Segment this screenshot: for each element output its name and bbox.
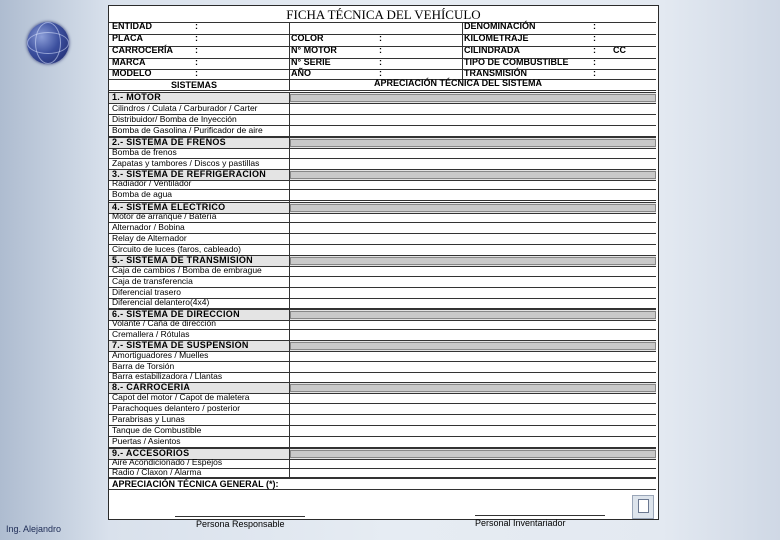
system-item: Bomba de agua (112, 189, 173, 199)
field-colon: : (593, 45, 596, 55)
field-colon: : (195, 33, 198, 43)
system-item: Diferencial trasero (112, 287, 181, 297)
section-header-cell (290, 311, 656, 319)
field-colon: : (593, 33, 596, 43)
sistemas-header: SISTEMAS (171, 80, 218, 90)
system-item: Caja de cambios / Bomba de embrague (112, 265, 262, 275)
field-label-middle: N° SERIE (291, 57, 331, 67)
section-title: 6.- SISTEMA DE DIRECCION (112, 309, 240, 319)
system-item: Amortiguadores / Muelles (112, 350, 209, 360)
system-item: Parabrisas y Lunas (112, 414, 185, 424)
field-colon: : (195, 21, 198, 31)
section-title: 1.- MOTOR (112, 92, 162, 102)
item-row-line (109, 189, 656, 190)
field-label-middle: AÑO (291, 68, 311, 78)
sheet-title: FICHA TÉCNICA DEL VEHÍCULO (286, 7, 481, 22)
system-item: Relay de Alternador (112, 233, 187, 243)
section-header-cell (290, 257, 656, 265)
signature-inventariador: Personal Inventariador (475, 518, 566, 528)
field-label-left: CARROCERÍA (112, 45, 174, 55)
system-item: Cilindros / Culata / Carburador / Carter (112, 103, 258, 113)
field-colon: : (379, 68, 382, 78)
signature-responsable: Persona Responsable (196, 519, 285, 529)
section-header-cell (290, 171, 656, 179)
field-colon: : (379, 45, 382, 55)
field-colon: : (379, 33, 382, 43)
vehicle-sheet (108, 5, 659, 529)
field-label-left: ENTIDAD (112, 21, 152, 31)
system-item: Aire Acondicionado / Espejos (112, 457, 223, 467)
system-item: Zapatas y tambores / Discos y pastillas (112, 158, 260, 168)
system-item: Volante / Caña de dirección (112, 318, 216, 328)
field-label-middle: COLOR (291, 33, 324, 43)
system-item: Radio / Claxon / Alarma (112, 467, 202, 477)
field-label-right: DENOMINACIÓN (464, 21, 536, 31)
system-item: Parachoques delantero / posterior (112, 403, 241, 413)
section-title: 8.- CARROCERIA (112, 382, 191, 392)
field-col-divider (289, 23, 290, 91)
item-row-line (109, 329, 656, 330)
header-bottom-line (109, 90, 656, 91)
section-title: 3.- SISTEMA DE REFRIGERACION (112, 169, 267, 179)
field-colon: : (379, 57, 382, 67)
author-label: Ing. Alejandro (6, 524, 62, 534)
system-item: Puertas / Asientos (112, 436, 181, 446)
system-item: Circuito de luces (faros, cableado) (112, 244, 241, 254)
field-row-line (109, 58, 656, 59)
field-label-right: KILOMETRAJE (464, 33, 529, 43)
section-header-cell (290, 384, 656, 392)
globe-logo (27, 22, 69, 64)
field-label-left: PLACA (112, 33, 143, 43)
field-label-right: CILINDRADA (464, 45, 520, 55)
field-colon: : (195, 45, 198, 55)
title-divider (109, 22, 656, 23)
section-title: 5.- SISTEMA DE TRANSMISION (112, 255, 253, 265)
section-header-row (109, 137, 656, 149)
section-title: 2.- SISTEMA DE FRENOS (112, 137, 226, 147)
field-label-middle: N° MOTOR (291, 45, 337, 55)
system-item: Tanque de Combustible (112, 425, 202, 435)
system-item: Caja de transferencia (112, 276, 193, 286)
section-header-cell (290, 450, 656, 458)
field-colon: : (593, 21, 596, 31)
section-header-cell (290, 139, 656, 147)
item-row-line (109, 436, 656, 437)
system-item: Barra de Torsión (112, 361, 175, 371)
system-item: Bomba de Gasolina / Purificador de aire (112, 125, 263, 135)
section-title: 4.- SISTEMA ELECTRICO (112, 202, 226, 212)
item-row-line (109, 414, 656, 415)
section-title: 9.- ACCESORIOS (112, 448, 190, 458)
system-item: Bomba de frenos (112, 147, 177, 157)
item-row-line (109, 361, 656, 362)
general-appraisal-label: APRECIACIÓN TÉCNICA GENERAL (*): (112, 479, 279, 489)
cc-unit-label: CC (613, 45, 626, 55)
field-label-right: TIPO DE COMBUSTIBLE (464, 57, 569, 67)
section-header-cell (290, 94, 656, 102)
item-row-line (109, 200, 656, 201)
document-icon[interactable] (632, 495, 654, 519)
item-row-line (109, 287, 656, 288)
field-row-line (109, 69, 656, 70)
systems-bottom-line (109, 477, 656, 478)
system-item: Barra estabilizadora / Llantas (112, 371, 223, 381)
system-item: Distribuidor/ Bomba de Inyección (112, 114, 237, 124)
section-header-cell (290, 342, 656, 350)
apreciacion-header: APRECIACIÓN TÉCNICA DEL SISTEMA (374, 78, 543, 88)
field-colon: : (593, 68, 596, 78)
system-item: Alternador / Bobina (112, 222, 185, 232)
system-item: Motor de arranque / Batería (112, 211, 217, 221)
item-row-line (109, 222, 656, 223)
field-label-left: MODELO (112, 68, 152, 78)
signature-line-responsable (175, 516, 305, 517)
field-row-line (109, 34, 656, 35)
system-item: Capot del motor / Capot de maletera (112, 392, 250, 402)
signature-line-inventariador (475, 515, 605, 516)
section-header-cell (290, 204, 656, 212)
field-col-divider (462, 23, 463, 79)
field-colon: : (593, 57, 596, 67)
field-label-right: TRANSMISIÓN (464, 68, 527, 78)
section-title: 7.- SISTEMA DE SUSPENSION (112, 340, 249, 350)
system-item: Radiador / Ventilador (112, 178, 192, 188)
field-colon: : (195, 57, 198, 67)
systems-col-divider (289, 92, 290, 477)
field-label-left: MARCA (112, 57, 146, 67)
system-item: Cremallera / Rótulas (112, 329, 190, 339)
field-row-line (109, 46, 656, 47)
item-row-line (109, 233, 656, 234)
field-colon: : (195, 68, 198, 78)
system-item: Diferencial delantero(4x4) (112, 297, 210, 307)
